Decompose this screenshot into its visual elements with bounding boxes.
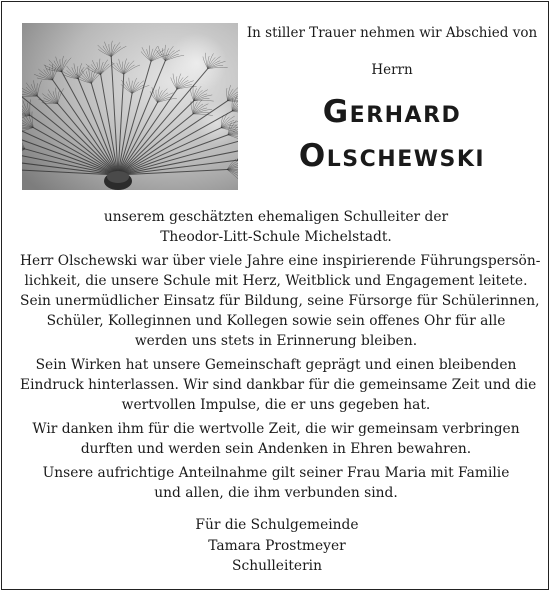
text-line: Sein Wirken hat unsere Gemeinschaft geprägt und einen bleibenden bbox=[35, 357, 517, 373]
text-line: wertvollen Impulse, die er uns gegeben hat. bbox=[121, 397, 431, 413]
text-line: und allen, die ihm verbunden sind. bbox=[154, 485, 398, 501]
paragraph-tribute bbox=[20, 251, 541, 351]
salutation: Herrn bbox=[371, 62, 413, 78]
text-line: lichkeit, die unsere Schule mit Herz, Weitblick und Engagement leitete. bbox=[24, 273, 528, 289]
text-line: Sein unermüdlicher Einsatz für Bildung, seine Fürsorge für Schülerinnen, bbox=[20, 293, 540, 309]
paragraph-condolence bbox=[20, 463, 532, 503]
paragraph-intro bbox=[20, 207, 532, 247]
deceased-last-name bbox=[244, 138, 540, 174]
text-line: Wir danken ihm für die wertvolle Zeit, die wir gemeinsam verbringen bbox=[32, 421, 520, 437]
signature-line: Für die Schulgemeinde bbox=[195, 517, 359, 533]
text-line: werden uns stets in Erinnerung bleiben. bbox=[134, 333, 418, 349]
first-name-text: Gerhard bbox=[322, 94, 462, 130]
obituary-notice bbox=[1, 1, 549, 590]
signature-block bbox=[152, 515, 402, 577]
deceased-first-name bbox=[244, 94, 540, 130]
signature-name: Tamara Prostmeyer bbox=[208, 537, 346, 554]
text-line: Unsere aufrichtige Anteilnahme gilt seiner Frau Maria mit Familie bbox=[42, 465, 510, 481]
paragraph-legacy bbox=[20, 355, 537, 415]
last-name-text: Olschewski bbox=[298, 138, 486, 174]
text-line: unserem geschätzten ehemaligen Schulleiter der bbox=[103, 209, 449, 225]
signature-role: Schulleiterin bbox=[232, 558, 322, 574]
intro-line: In stiller Trauer nehmen wir Abschied von bbox=[246, 25, 538, 41]
text-line: Herr Olschewski war über viele Jahre eine inspirierende Führungspersön- bbox=[20, 253, 541, 269]
dandelion-image bbox=[22, 23, 238, 190]
text-line: Theodor-Litt-Schule Michelstadt. bbox=[160, 229, 392, 245]
paragraph-thanks bbox=[20, 419, 532, 459]
text-line: Eindruck hinterlassen. Wir sind dankbar für die gemeinsame Zeit und die bbox=[20, 377, 537, 393]
text-line: durften und werden sein Andenken in Ehren bewahren. bbox=[80, 441, 472, 457]
text-line: Schüler, Kolleginnen und Kollegen sowie sein offenes Ohr für alle bbox=[46, 313, 506, 329]
obituary-body bbox=[20, 207, 541, 507]
dandelion-photo bbox=[22, 23, 238, 190]
